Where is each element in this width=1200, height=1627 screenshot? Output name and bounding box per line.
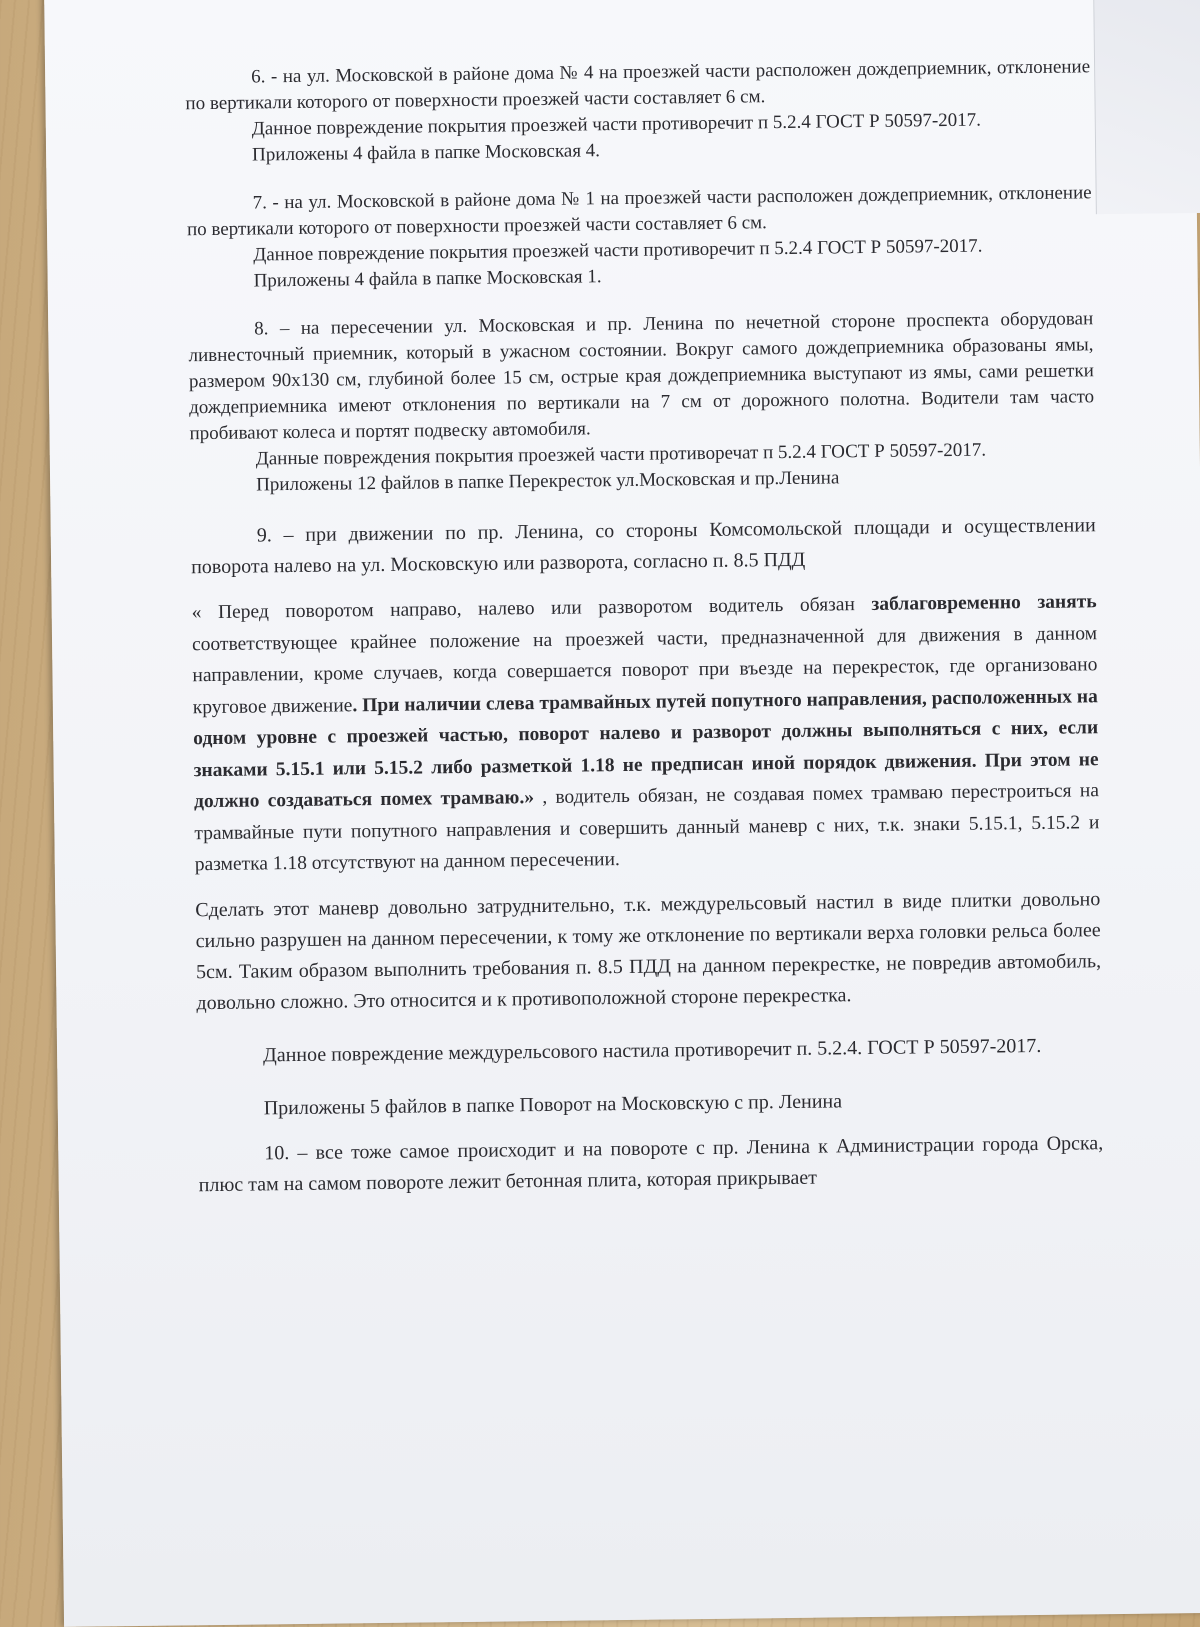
- item-10-text: 10. – все тоже самое происходит и на повороте с пр. Ленина к Администрации города Орска, плюс там на самом повороте лежит бетонная плита, которая прикрывает: [198, 1131, 1104, 1196]
- item-9-gost: Данное повреждение междурельсового настила противоречит п. 5.2.4. ГОСТ Р 50597-2017.: [262, 1034, 1042, 1066]
- item-7-gost: Данное повреждение покрытия проезжей части противоречит п 5.2.4 ГОСТ Р 50597-2017.: [253, 235, 983, 266]
- quote-bold-1: заблаговременно занять: [871, 591, 1097, 615]
- document-body: [185, 54, 1104, 1200]
- item-7-text: 7. - на ул. Московской в районе дома № 1 на проезжей части расположен дождеприемник, отклонение по вертикали которого от поверхности проезжей части составляет 6 см.: [186, 182, 1092, 241]
- quote-bold-2: . При наличии слева трамвайных путей попутного направления, расположенных на одном уровне с проезжей частью, поворот налево и разворот должны выполняться с них, если знаками 5.15.1 или 5.15.2 либо разметкой 1.18 не предписан иной порядок движения. При этом не должно создаваться помех трамваю.»: [193, 685, 1099, 813]
- item-9-difficulty: Сделать этот маневр довольно затруднительно, т.к. междурельсовый настил в виде плитки довольно сильно разрушен на данном пересечении, к тому же отклонение по вертикали верха головки рельса более 5см. Таким образом выполнить требования п. 8.5 ПДД на данном перекрестке, не повредив автомобиль, довольно сложно. Это относится и к противоположной стороне перекрестка.: [195, 887, 1102, 1014]
- item-8-files: Приложены 12 файлов в папке Перекресток ул.Московская и пр.Ленина: [256, 467, 840, 496]
- item-7-files: Приложены 4 файла в папке Московская 1.: [253, 266, 602, 292]
- item-6-text: 6. - на ул. Московской в районе дома № 4 на проезжей части расположен дождеприемник, отклонение по вертикали которого от поверхности проезжей части составляет 6 см.: [185, 56, 1091, 115]
- item-9-text: 9. – при движении по пр. Ленина, со стороны Комсомольской площади и осуществлении поворота налево на ул. Московскую или разворота, согласно п. 8.5 ПДД: [191, 514, 1096, 579]
- item-8-gost: Данные повреждения покрытия проезжей части противоречат п 5.2.4 ГОСТ Р 50597-2017.: [255, 439, 987, 470]
- quote-part-1: « Перед поворотом направо, налево или разворотом водитель обязан: [191, 593, 872, 624]
- traffic-rule-quote: [192, 586, 1100, 881]
- item-9-files: Приложены 5 файлов в папке Поворот на Московскую с пр. Ленина: [263, 1089, 843, 1119]
- paper-curl: [1093, 0, 1200, 214]
- quote-part-2: соответствующее крайнее положение на проезжей части, предназначенной для движения в данном направлении, кроме случаев, когда совершается поворот при въезде на перекресток, где организовано круговое движение: [191, 622, 1098, 718]
- item-8-text: 8. – на пересечении ул. Московская и пр. Ленина по нечетной стороне проспекта оборудован ливнесточный приемник, который в ужасном состоянии. Вокруг самого дождеприемника образованы ямы, размером 90х130 см, глубиной более 15 см, острые края дождеприемника выступают из ямы, сами решетки дождеприемника имеют отклонения по вертикали на 7 см от дорожного полотна. Водители там часто пробивают колеса и портят подвеску автомобиля.: [188, 308, 1095, 445]
- item-6-gost: Данное повреждение покрытия проезжей части противоречит п 5.2.4 ГОСТ Р 50597-2017.: [251, 109, 982, 140]
- paper-sheet: [44, 0, 1200, 1627]
- quote-part-3: , водитель обязан, не создавая помех трамваю перестроиться на трамвайные пути попутного направления и совершить данный маневр с них, т.к. знаки 5.15.1, 5.15.2 и разметка 1.18 отсутствуют на данном пересечении.: [194, 780, 1100, 876]
- item-6-files: Приложены 4 файла в папке Московская 4.: [251, 140, 601, 166]
